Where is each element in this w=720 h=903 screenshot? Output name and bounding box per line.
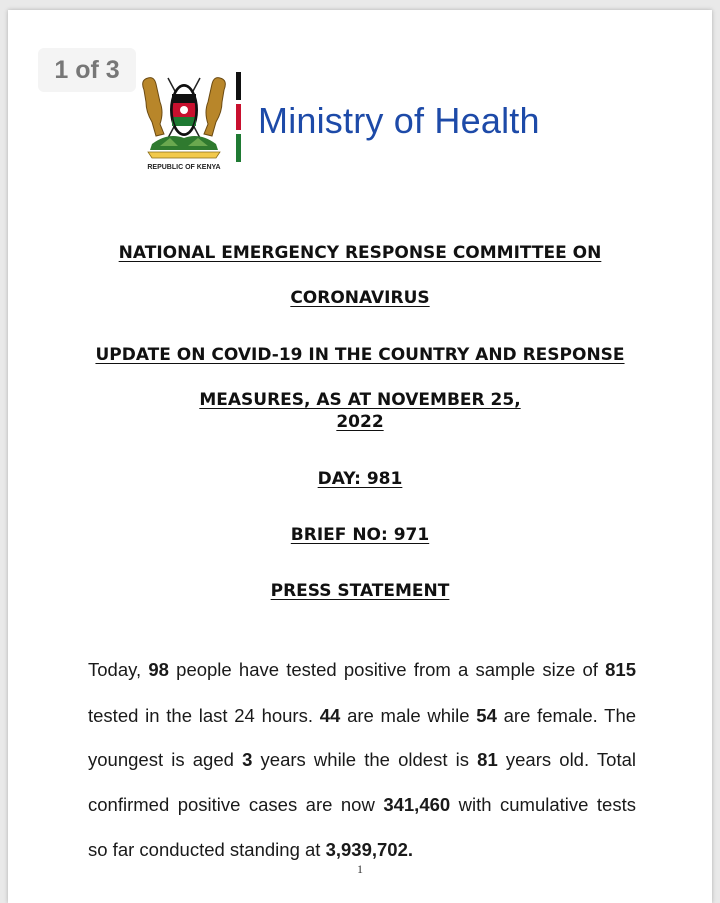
kenya-coat-of-arms-icon: [138, 72, 230, 172]
cumulative-tests-value: 3,939,702.: [325, 839, 414, 860]
page-counter-text: 1 of 3: [54, 55, 120, 84]
heading-update-line1: UPDATE ON COVID-19 IN THE COUNTRY AND RESPONSE: [95, 345, 625, 365]
female-count: 54: [476, 705, 497, 726]
svg-text:REPUBLIC OF KENYA: REPUBLIC OF KENYA: [147, 164, 221, 171]
page-counter-badge: [38, 48, 136, 92]
male-count: 44: [319, 705, 341, 726]
page-number: 1: [357, 862, 363, 876]
heading-press-statement: PRESS STATEMENT: [270, 581, 450, 601]
heading-brief: BRIEF NO: 971: [290, 525, 430, 545]
heading-update-line2: MEASURES, AS AT NOVEMBER 25,: [199, 390, 521, 410]
heading-day: DAY: 981: [317, 469, 403, 489]
flag-divider-bar: [236, 72, 241, 162]
heading-committee-line1: NATIONAL EMERGENCY RESPONSE COMMITTEE ON: [118, 243, 602, 263]
youngest-age: 3: [242, 749, 253, 770]
paragraph-line-2: tested in the last 24 hours. 44 are male while 54 are female. The: [88, 705, 637, 726]
total-cases-value: 341,460: [383, 794, 451, 815]
heading-update-line3: 2022: [336, 412, 384, 432]
paragraph-line-1: Today, 98 people have tested positive from a sample size of 815: [88, 659, 637, 680]
paragraph-line-4: confirmed positive cases are now 341,460 with cumulative tests: [88, 794, 636, 815]
sample-size-value: 815: [605, 659, 637, 680]
paragraph-line-5: so far conducted standing at 3,939,702.: [88, 839, 414, 860]
positives-count: 98: [148, 659, 169, 680]
heading-committee-line2: CORONAVIRUS: [290, 288, 430, 308]
ministry-title: Ministry of Health: [258, 100, 540, 141]
paragraph-line-3: youngest is aged 3 years while the oldest is 81 years old. Total: [88, 749, 637, 770]
oldest-age: 81: [477, 749, 498, 770]
